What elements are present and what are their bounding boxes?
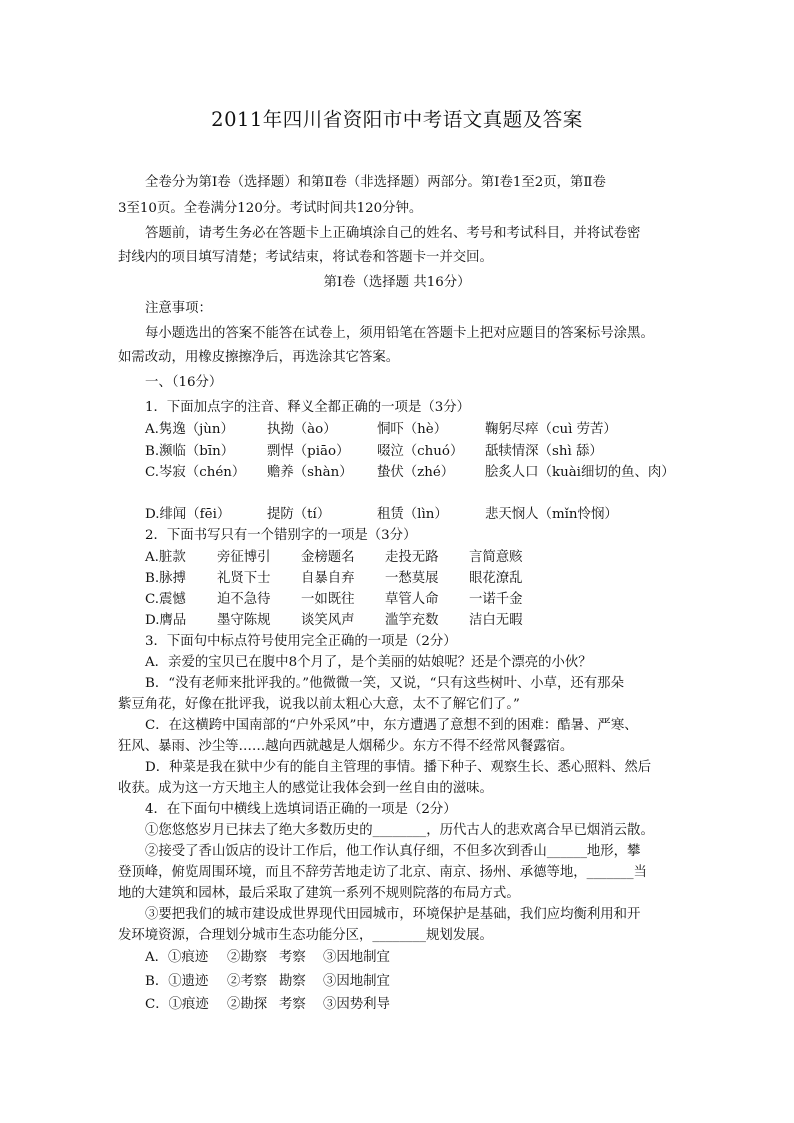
q4-cell: 勘察 xyxy=(279,974,306,989)
q2-option-row xyxy=(145,590,745,610)
q1-cell: D.绯闻（fēi） xyxy=(145,507,231,522)
q2-option-row xyxy=(145,548,745,568)
intro-paragraph-1-line-1: 全卷分为第Ⅰ卷（选择题）和第Ⅱ卷（非选择题）两部分。第Ⅰ卷1至2页，第Ⅱ卷 xyxy=(145,175,606,190)
q4-cell: B．①遗迹 xyxy=(145,974,209,989)
q4-cell: ③因地制宜 xyxy=(323,950,390,965)
q4-cell: ③因势利导 xyxy=(323,997,390,1012)
q4-sentence-1: ①您悠悠岁月已抹去了绝大多数历史的________，历代古人的悲欢离合早已烟消云散。 xyxy=(145,823,654,838)
q2-cell: 礼贤下士 xyxy=(217,571,271,586)
q2-cell: 金榜题名 xyxy=(301,550,355,565)
q2-cell: 自暴自弃 xyxy=(301,571,355,586)
q1-cell: 提防（tí） xyxy=(267,507,331,522)
q4-cell: 考察 xyxy=(279,997,306,1012)
q1-cell: 租赁（lìn） xyxy=(377,507,448,522)
q2-cell: 一愁莫展 xyxy=(385,571,439,586)
q2-option-row xyxy=(145,569,745,589)
q3-option-c-line-2: 狂风、暴雨、沙尘等……越向西就越是人烟稀少。东方不得不经常风餐露宿。 xyxy=(118,739,574,754)
q4-stem: 4．在下面句中横线上选填词语正确的一项是（2分） xyxy=(145,802,457,817)
q1-stem: 1．下面加点字的注音、释义全都正确的一项是（3分） xyxy=(145,400,471,415)
q4-sentence-3-line-1: ③要把我们的城市建设成世界现代田园城市，环境保护是基础，我们应均衡利用和开 xyxy=(145,907,641,922)
q3-option-d-line-2: 收获。成为这一方天地主人的感觉让我体会到一丝自由的滋味。 xyxy=(118,781,493,796)
q2-cell: 一诺千金 xyxy=(469,592,523,607)
q1-option-row xyxy=(145,442,745,462)
q4-cell: C．①痕迹 xyxy=(145,997,209,1012)
q1-cell: 脍炙人口（kuài细切的鱼、肉） xyxy=(485,465,675,480)
q1-option-row xyxy=(145,463,745,483)
q2-cell: C.震憾 xyxy=(145,592,186,607)
q1-cell: 执拗（ào） xyxy=(267,422,337,437)
q3-option-a: A．亲爱的宝贝已在腹中8个月了，是个美丽的姑娘呢？还是个漂亮的小伙？ xyxy=(145,655,592,670)
q1-option-row xyxy=(145,420,745,440)
q2-cell: 墨守陈规 xyxy=(217,613,271,628)
q3-option-b-line-1: B．“没有老师来批评我的。”他微微一笑，又说，“只有这些树叶、小草，还有那朵 xyxy=(145,676,624,691)
q4-sentence-2-line-2: 登顶峰，俯览周围环境，而且不辞劳苦地走访了北京、南京、扬州、承德等地，_______当 xyxy=(118,865,647,880)
notice-heading: 注意事项： xyxy=(145,301,212,316)
q3-option-b-line-2: 紫豆角花，好像在批评我，说我以前太粗心大意，太不了解它们了。” xyxy=(118,697,520,712)
q4-sentence-2-line-1: ②接受了香山饭店的设计工作后，他工作认真仔细，不但多次到香山______地形，攀 xyxy=(145,844,641,859)
q1-cell: A.隽逸（jùn） xyxy=(145,422,234,437)
document-title: 2011年四川省资阳市中考语文真题及答案 xyxy=(211,108,583,131)
q4-cell: ②考察 xyxy=(227,974,268,989)
q4-cell: A．①痕迹 xyxy=(145,950,209,965)
q4-option-row xyxy=(145,948,745,968)
q1-cell: B.濒临（bīn） xyxy=(145,444,235,459)
q1-cell: 恫吓（hè） xyxy=(377,422,448,437)
q1-cell: 赡养（shàn） xyxy=(267,465,353,480)
q3-stem: 3．下面句中标点符号使用完全正确的一项是（2分） xyxy=(145,634,457,649)
q1-cell: 舐犊情深（shì 舔） xyxy=(485,444,603,459)
q2-cell: 一如既往 xyxy=(301,592,355,607)
q1-cell: 蛰伏（zhé） xyxy=(377,465,455,480)
q2-cell: 谈笑风声 xyxy=(301,613,355,628)
q2-cell: 眼花潦乱 xyxy=(469,571,523,586)
q2-cell: D.膺品 xyxy=(145,613,187,628)
q1-cell: 悲天悯人（mǐn怜悯） xyxy=(485,507,618,522)
q1-cell: 剽悍（piāo） xyxy=(267,444,350,459)
part-one-heading: 一、（16分） xyxy=(145,375,223,390)
q2-cell: 洁白无暇 xyxy=(469,613,523,628)
q2-cell: 走投无路 xyxy=(385,550,439,565)
notice-line-1: 每小题选出的答案不能答在试卷上，须用铅笔在答题卡上把对应题目的答案标号涂黑。 xyxy=(145,326,654,341)
intro-paragraph-1-line-2: 3至10页。全卷满分120分。考试时间共120分钟。 xyxy=(118,201,423,216)
q3-option-d-line-1: D．种菜是我在狱中少有的能自主管理的事情。播下种子、观察生长、悉心照料、然后 xyxy=(145,760,652,775)
intro-paragraph-2-line-2: 封线内的项目填写清楚；考试结束，将试卷和答题卡一并交回。 xyxy=(118,250,493,265)
q1-cell: 鞠躬尽瘁（cuì 劳苦） xyxy=(485,422,617,437)
q4-cell: 考察 xyxy=(279,950,306,965)
q4-option-row xyxy=(145,995,745,1015)
q2-cell: 言简意赅 xyxy=(469,550,523,565)
q1-cell: C.岑寂（chén） xyxy=(145,465,246,480)
q4-sentence-2-line-3: 地的大建筑和园林，最后采取了建筑一系列不规则院落的布局方式。 xyxy=(118,886,520,901)
q1-cell: 啜泣（chuó） xyxy=(377,444,464,459)
q3-option-c-line-1: C．在这横跨中国南部的“户外采风”中，东方遭遇了意想不到的困难：酷暑、严寒、 xyxy=(145,718,638,733)
q4-option-row xyxy=(145,972,745,992)
q2-cell: B.脉搏 xyxy=(145,571,186,586)
q4-cell: ②勘察 xyxy=(227,950,268,965)
notice-line-2: 如需改动，用橡皮擦擦净后，再选涂其它答案。 xyxy=(118,350,400,365)
q2-cell: 草管人命 xyxy=(385,592,439,607)
q2-cell: 滥竽充数 xyxy=(385,613,439,628)
q4-cell: ③因地制宜 xyxy=(323,974,390,989)
section-title: 第Ⅰ卷（选择题 共16分） xyxy=(323,275,471,290)
q2-stem: 2．下面书写只有一个错别字的一项是（3分） xyxy=(145,528,417,543)
q2-cell: A.脏款 xyxy=(145,550,186,565)
q2-option-row xyxy=(145,611,745,631)
q4-cell: ②勘探 xyxy=(227,997,268,1012)
q2-cell: 迫不急待 xyxy=(217,592,271,607)
q4-sentence-3-line-2: 发环境资源，合理划分城市生态功能分区，________规划发展。 xyxy=(118,928,493,943)
intro-paragraph-2-line-1: 答题前，请考生务必在答题卡上正确填涂自己的姓名、考号和考试科目，并将试卷密 xyxy=(145,226,641,241)
q1-option-row xyxy=(145,505,745,525)
q2-cell: 旁征博引 xyxy=(217,550,271,565)
